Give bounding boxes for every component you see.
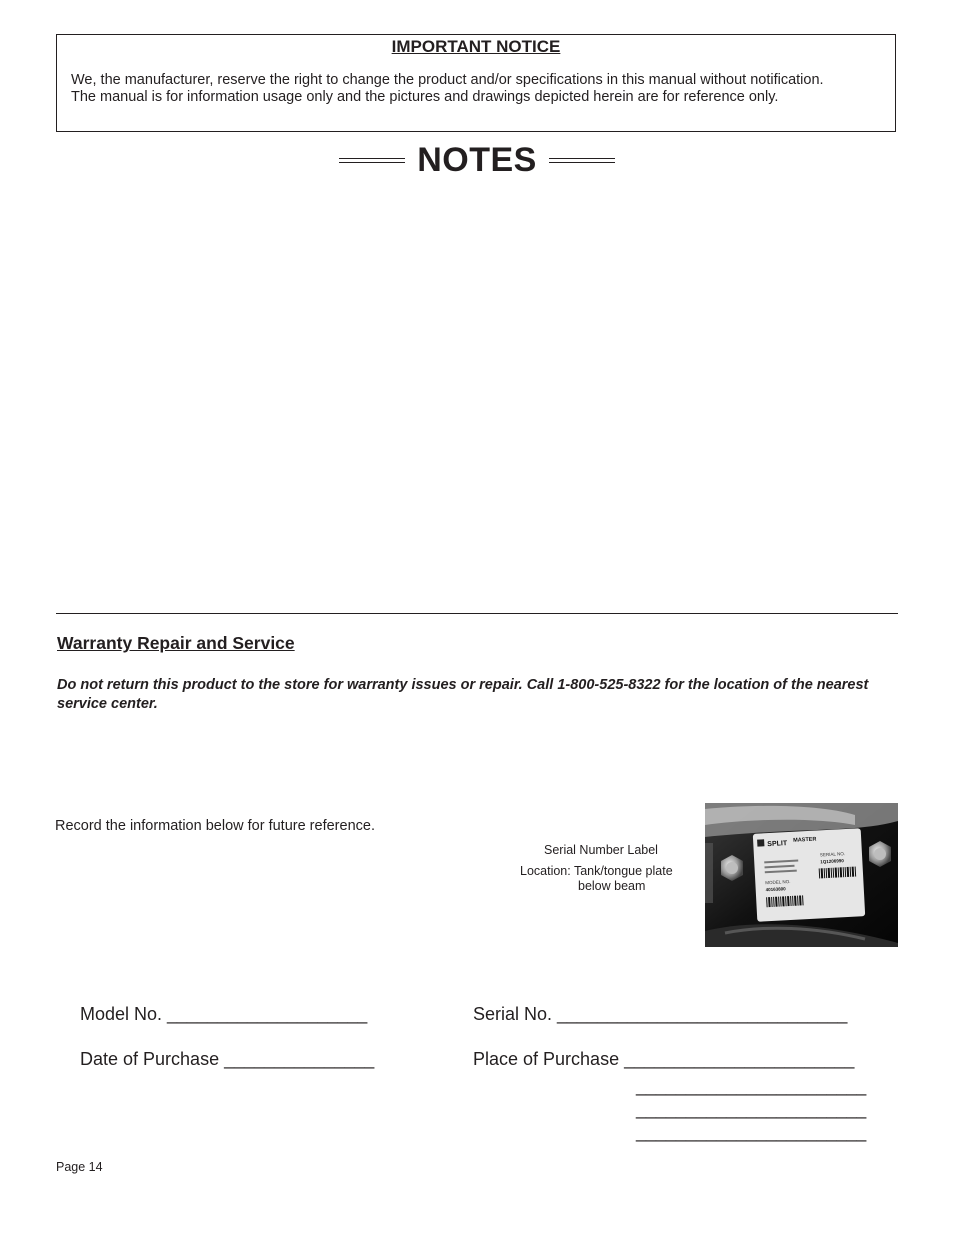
serial-sticker	[753, 828, 865, 922]
serial-caption-location-2: below beam	[578, 879, 646, 893]
notes-title: NOTES	[417, 140, 537, 179]
sticker-model-value: 40163800	[765, 886, 786, 893]
serial-label-caption	[520, 843, 705, 895]
notice-line-1: We, the manufacturer, reserve the right to change the product and/or specifications in this manual without notification.	[71, 72, 824, 88]
sticker-brand-suffix: MASTER	[793, 836, 817, 844]
notice-title: IMPORTANT NOTICE	[391, 37, 561, 56]
model-number-field: Model No. ____________________	[80, 1004, 368, 1024]
page-number: Page 14	[56, 1160, 103, 1174]
notice-line-2: The manual is for information usage only and the pictures and drawings depicted herein are for reference only.	[71, 89, 779, 105]
sticker-serial-heading: SERIAL NO.	[819, 851, 846, 858]
notes-heading	[0, 140, 954, 180]
place-of-purchase-line-4: _______________________	[636, 1122, 867, 1142]
left-double-rule	[339, 158, 405, 163]
place-of-purchase-line-2: _______________________	[636, 1076, 867, 1096]
sticker-model-heading: MODEL NO.	[765, 878, 791, 886]
place-of-purchase-line-3: _______________________	[636, 1099, 867, 1119]
serial-caption-title: Serial Number Label	[544, 843, 658, 857]
serial-number-field: Serial No. _____________________________	[473, 1004, 848, 1024]
date-of-purchase-field: Date of Purchase _______________	[80, 1049, 375, 1069]
sticker-brand-prefix: SPLIT	[767, 840, 788, 849]
notice-body	[71, 72, 891, 106]
place-of-purchase-field: Place of Purchase _______________________	[473, 1049, 855, 1069]
right-double-rule	[549, 158, 615, 163]
important-notice-box	[56, 34, 896, 132]
section-divider	[56, 613, 898, 614]
record-instruction: Record the information below for future reference.	[55, 818, 375, 834]
serial-caption-location: Location: Tank/tongue plate	[520, 863, 673, 878]
warranty-title: Warranty Repair and Service	[57, 633, 295, 653]
sticker-serial-value: 1Q1206990	[820, 858, 844, 865]
serial-label-photo	[705, 803, 898, 947]
warranty-body: Do not return this product to the store for warranty issues or repair. Call 1-800-525-8322 for the location of the nearest service center.	[57, 677, 869, 712]
